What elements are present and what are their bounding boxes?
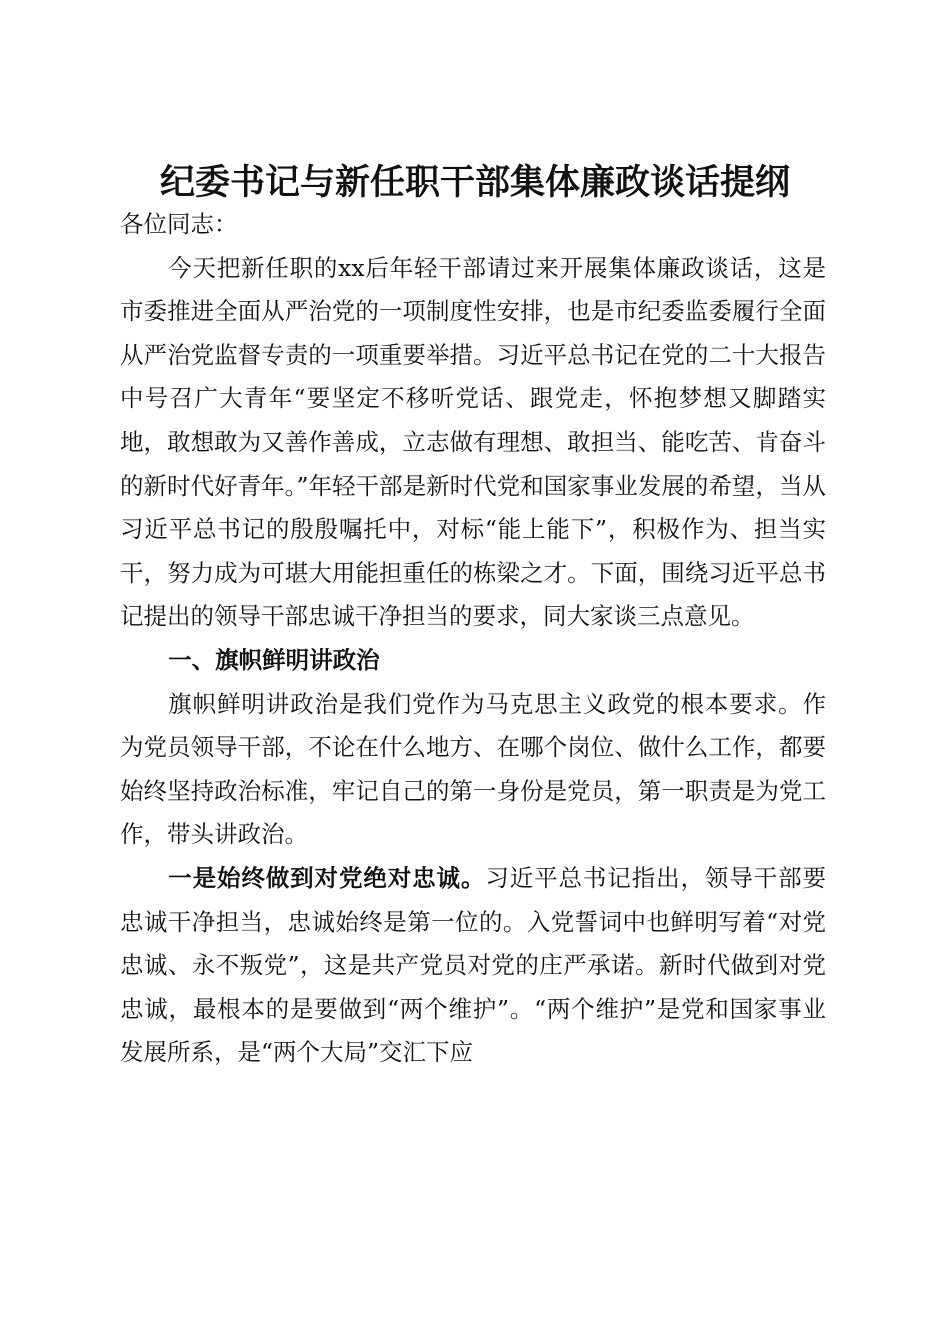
salutation: 各位同志： — [120, 210, 238, 238]
paragraph-lead-phrase: 一是始终做到对党绝对忠诚。 — [168, 863, 486, 892]
section-heading-1: 一、旗帜鲜明讲政治 — [168, 645, 380, 674]
paragraph-politics: 旗帜鲜明讲政治是我们党作为马克思主义政党的根本要求。作为党员领导干部，不论在什么地方、在哪个岗位、做什么工作，都要始终坚持政治标准，牢记自己的第一身份是党员，第一职责是为党工作，带头讲政治。 — [120, 689, 826, 849]
document-body — [120, 203, 826, 1075]
paragraph-loyalty — [120, 857, 826, 1075]
document-title: 纪委书记与新任职干部集体廉政谈话提纲 — [159, 163, 790, 204]
paragraph-intro: 今天把新任职的xx后年轻干部请过来开展集体廉政谈话，这是市委推进全面从严治党的一项制度性安排，也是市纪委监委履行全面从严治党监督专责的一项重要举措。习近平总书记在党的二十大报告中号召广大青年“要坚定不移听党话、跟党走，怀抱梦想又脚踏实地，敢想敢为又善作善成，立志做有理想、敢担当、能吃苦、肯奋斗的新时代好青年。”年轻干部是新时代党和国家事业发展的希望，当从习近平总书记的殷殷嘱托中，对标“能上能下”，积极作为、担当实干，努力成为可堪大用能担重任的栋梁之才。下面，围绕习近平总书记提出的领导干部忠诚干净担当的要求，同大家谈三点意见。 — [120, 253, 826, 631]
paragraph-loyalty-text: 习近平总书记指出，领导干部要忠诚干净担当，忠诚始终是第一位的。入党誓词中也鲜明写着“对党忠诚、永不叛党”，这是共产党员对党的庄严承诺。新时代做到对党忠诚，最根本的是要做到“两个维护”。“两个维护”是党和国家事业发展所系，是“两个大局”交汇下应 — [120, 863, 827, 1067]
